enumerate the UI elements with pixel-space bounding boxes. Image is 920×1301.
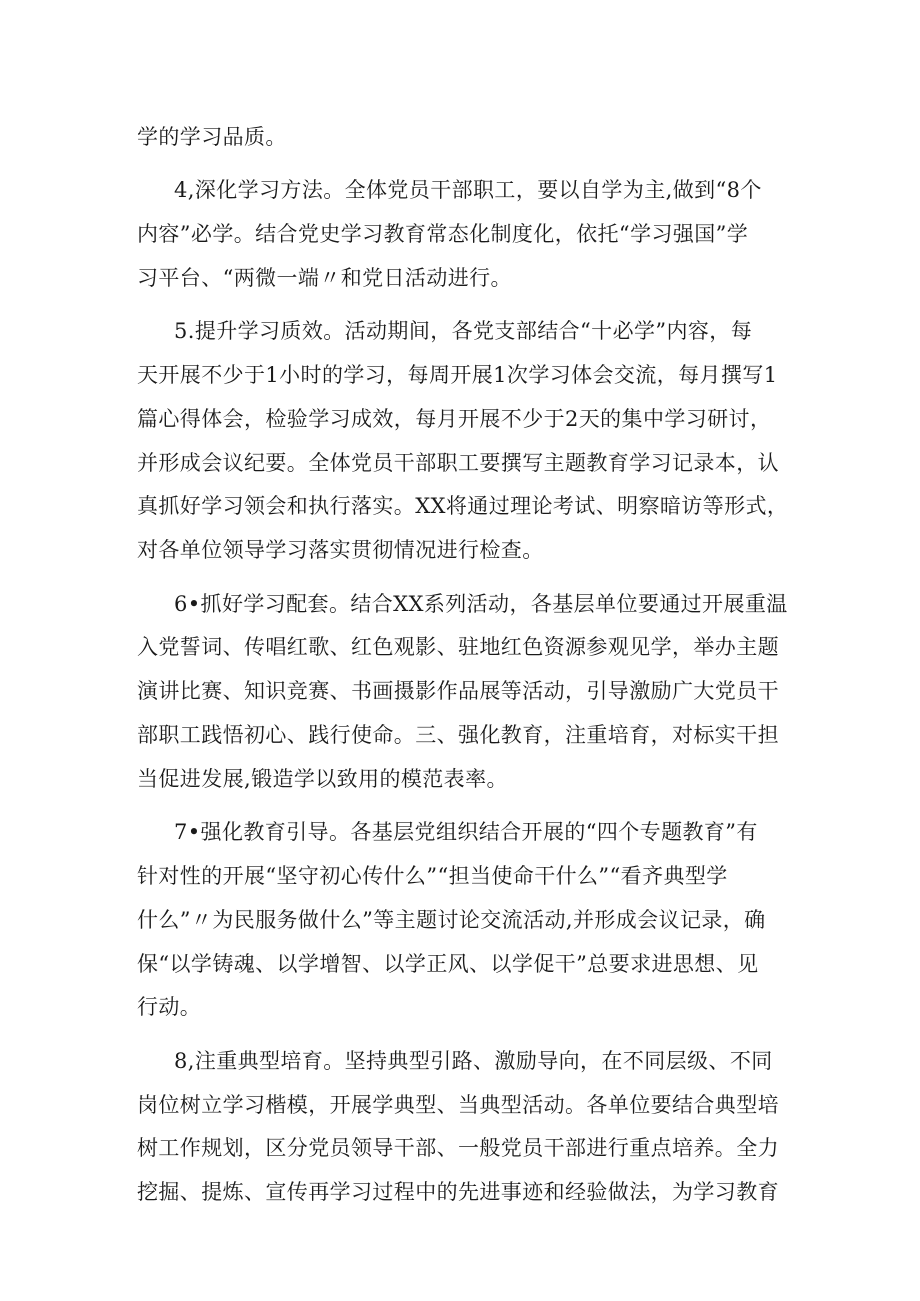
- text-line: 篇心得体会，检验学习成效，每月开展不少于2天的集中学习研讨，: [137, 407, 772, 431]
- text-line: 岗位树立学习楷模，开展学典型、当典型活动。各单位要结合典型培: [137, 1093, 779, 1117]
- text-line: 内容”必学。结合党史学习教育常态化制度化，依托“学习强国”学: [137, 222, 749, 246]
- text-line: 对各单位领导学习落实贯彻情况进行检查。: [137, 538, 544, 562]
- text-line: 入党誓词、传唱红歌、红色观影、驻地红色资源参观见学，举办主题: [137, 635, 779, 659]
- text-line: 真抓好学习领会和执行落实。XX将通过理论考试、明察暗访等形式，: [137, 494, 789, 518]
- text-line: 树工作规划，区分党员领导干部、一般党员干部进行重点培养。全力: [137, 1136, 779, 1160]
- text-line: 部职工践悟初心、践行使命。三、强化教育，注重培育，对标实干担: [137, 723, 779, 747]
- text-line: 行动。: [137, 995, 202, 1019]
- text-line: 当促进发展,锻造学以致用的模范表率。: [137, 767, 508, 791]
- text-line: 什么”〃为民服务做什么”等主题讨论交流活动,并形成会议记录，确: [137, 908, 766, 932]
- text-line: 学的学习品质。: [137, 125, 287, 149]
- text-line: 7•强化教育引导。各基层党组织结合开展的“四个专题教育”有: [174, 820, 758, 844]
- text-line: 4,深化学习方法。全体党员干部职工，要以自学为主,做到“8个: [174, 178, 762, 202]
- text-line: 天开展不少于1小时的学习，每周开展1次学习体会交流，每月撰写1: [137, 363, 778, 387]
- text-line: 挖掘、提炼、宣传再学习过程中的先进事迹和经验做法，为学习教育: [137, 1180, 779, 1204]
- text-line: 5.提升学习质效。活动期间，各党支部结合“十必学”内容，每: [174, 319, 753, 343]
- text-line: 6•抓好学习配套。结合XX系列活动，各基层单位要通过开展重温: [174, 592, 788, 616]
- text-line: 针对性的开展“坚守初心传什么”“担当使命干什么”“看齐典型学: [137, 864, 728, 888]
- text-line: 保“以学铸魂、以学增智、以学正风、以学促干”总要求进思想、见: [137, 952, 759, 976]
- text-line: 并形成会议纪要。全体党员干部职工要撰写主题教育学习记录本，认: [137, 451, 779, 475]
- text-line: 习平台、“两微一端〃和党日活动进行。: [137, 266, 512, 290]
- text-line: 8,注重典型培育。坚持典型引路、激励导向，在不同层级、不同: [174, 1049, 773, 1073]
- text-line: 演讲比赛、知识竞赛、书画摄影作品展等活动，引导激励广大党员干: [137, 679, 779, 703]
